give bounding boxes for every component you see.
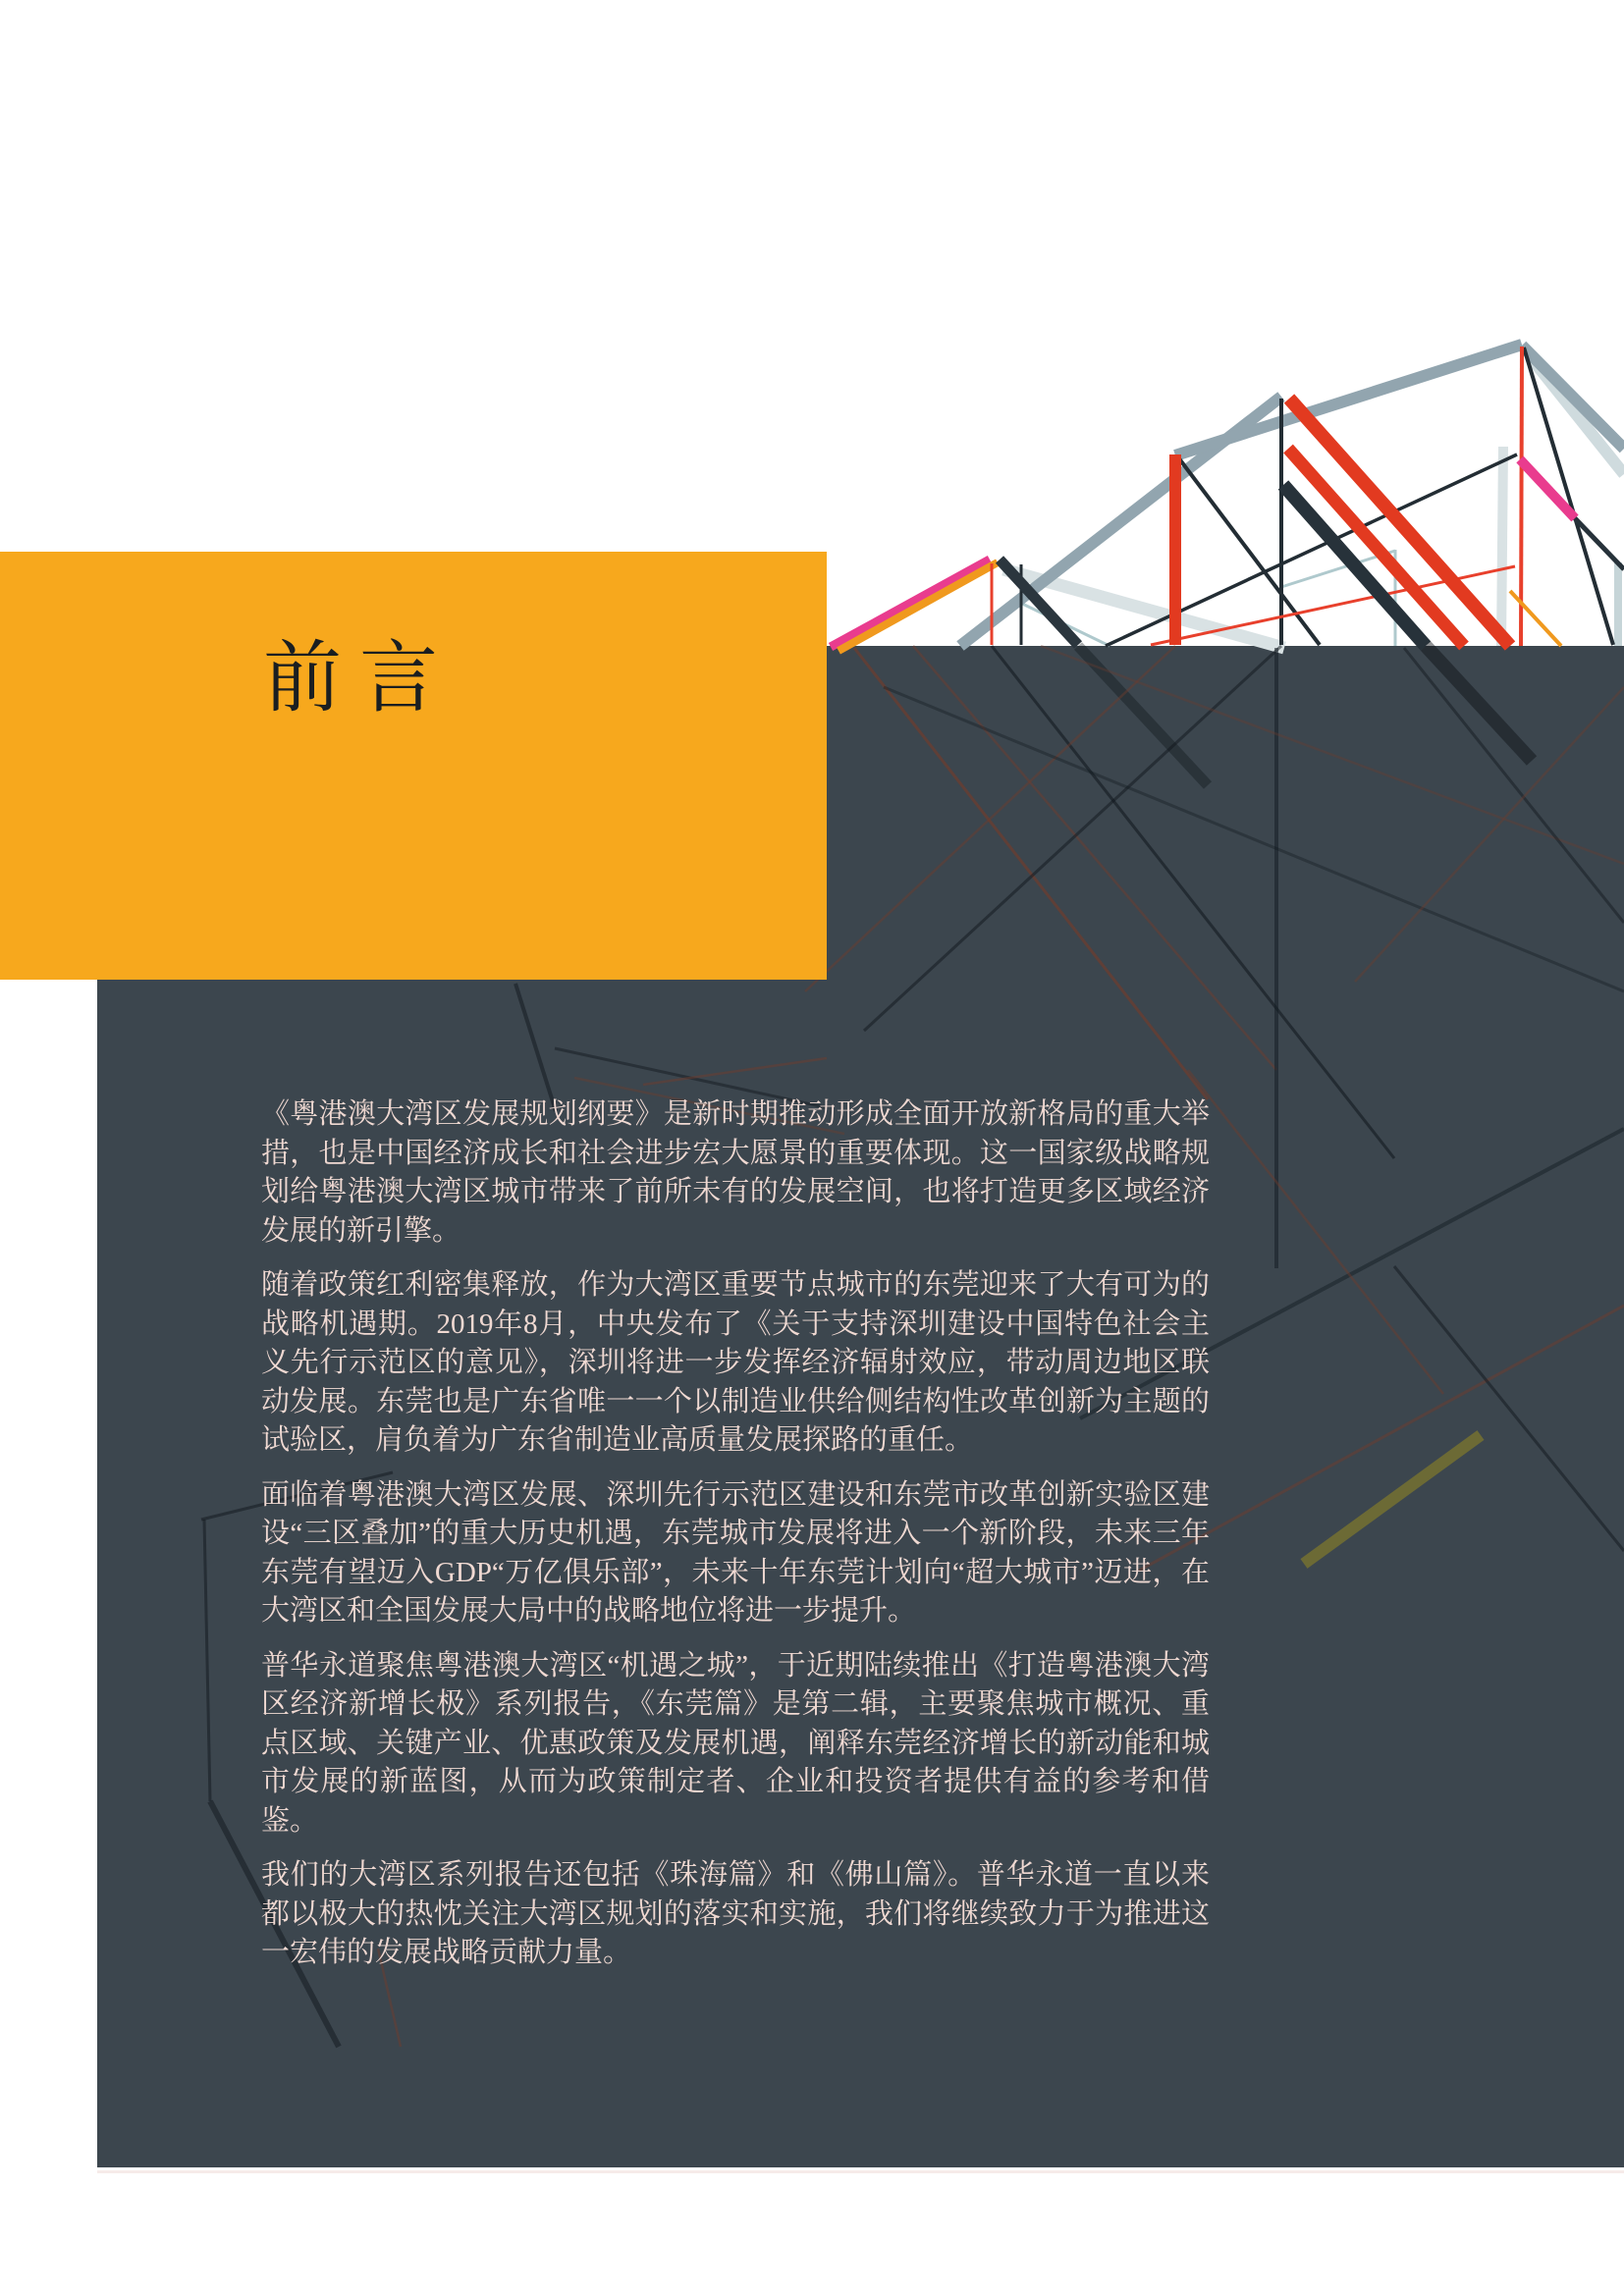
paragraph: 普华永道聚焦粤港澳大湾区“机遇之城”，于近期陆续推出《打造粤港澳大湾区经济新增长极》系列报告，《东莞篇》是第二辑，主要聚焦城市概况、重点区域、关键产业、优惠政策及发展机遇，阐释东莞经济增长的新动能和城市发展的新蓝图，从而为政策制定者、企业和投资者提供有益的参考和借鉴。 [261, 1649, 1210, 1837]
paragraph: 我们的大湾区系列报告还包括《珠海篇》和《佛山篇》。普华永道一直以来都以极大的热忱关注大湾区规划的落实和实施，我们将继续致力于为推进这一宏伟的发展战略贡献力量。 [261, 1859, 1210, 1968]
foreword-title-block [0, 552, 827, 980]
paragraph: 随着政策红利密集释放，作为大湾区重要节点城市的东莞迎来了大有可为的战略机遇期。2019年8月，中央发布了《关于支持深圳建设中国特色社会主义先行示范区的意见》，深圳将进一步发挥经济辐射效应，带动周边地区联动发展。东莞也是广东省唯一一个以制造业供给侧结构性改革创新为主题的试验区，肩负着为广东省制造业高质量发展探路的重任。 [261, 1269, 1210, 1456]
paragraph: 《粤港澳大湾区发展规划纲要》是新时期推动形成全面开放新格局的重大举措，也是中国经济成长和社会进步宏大愿景的重要体现。这一国家级战略规划给粤港澳大湾区城市带来了前所未有的发展空间，也将打造更多区域经济发展的新引擎。 [261, 1098, 1210, 1247]
panel-shadow [97, 2170, 1624, 2173]
paragraph: 面临着粤港澳大湾区发展、深圳先行示范区建设和东莞市改革创新实验区建设“三区叠加”的重大历史机遇，东莞城市发展将进入一个新阶段，未来三年东莞有望迈入GDP“万亿俱乐部”，未来十年东莞计划向“超大城市”迈进，在大湾区和全国发展大局中的战略地位将进一步提升。 [261, 1478, 1210, 1627]
wireframe-sculpture [831, 345, 1624, 651]
section-title: 前言 [263, 636, 456, 722]
foreword-text [261, 1095, 1210, 1989]
